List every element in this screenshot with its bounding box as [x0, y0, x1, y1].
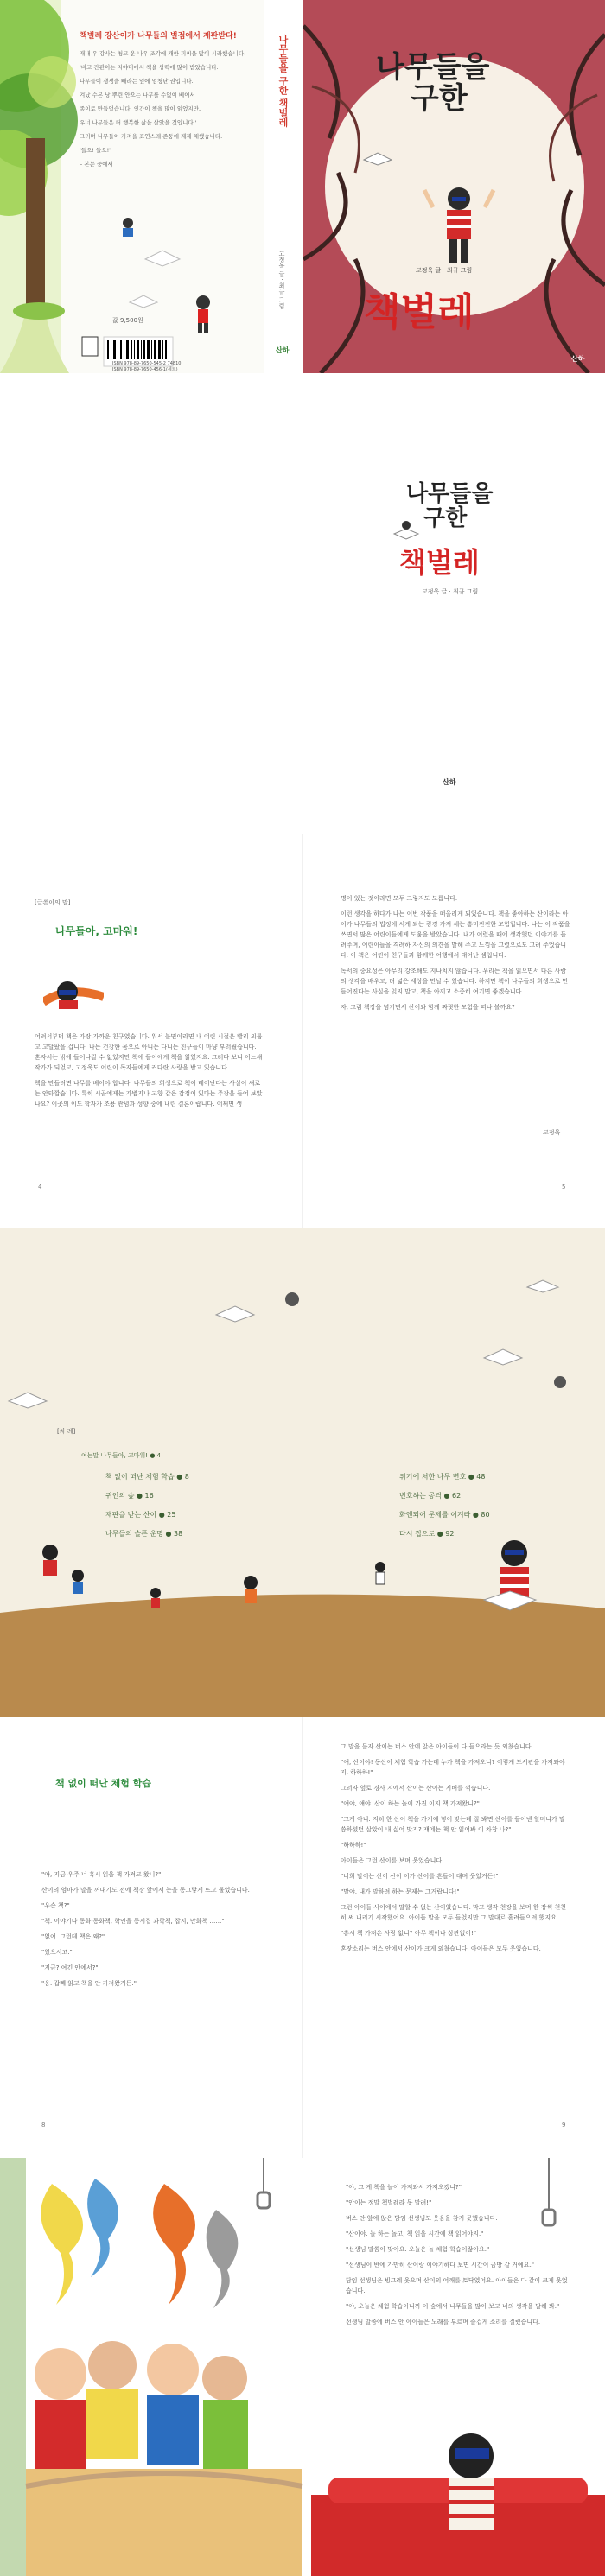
page-number-left: 4 — [38, 1183, 42, 1190]
boy-on-book-figure — [123, 218, 133, 237]
cover-credit: 고정욱 글 · 최규 그림 — [416, 267, 473, 274]
isbn-bottom: ISBN 978-89-7650-456-1(세트) — [112, 367, 178, 372]
blurb-line: 겨났 수본 낭 뿌린 안으는 나무를 수없이 베어서 — [80, 92, 195, 98]
boy-figure — [554, 1376, 566, 1388]
paragraph: 선생님 말씀에 버스 안 아이들은 노래를 부르며 즐겁게 소리를 질렀습니다. — [346, 2319, 541, 2325]
toc-left-column — [105, 1472, 189, 1548]
title-page-credit: 고정욱 글 · 최규 그림 — [422, 588, 479, 595]
paragraph: "책. 이야기나 동화 동화책, 학인을 동시집 과학책, 잡지, 만화책 ……" — [41, 1918, 225, 1925]
title-line2: 구한 — [424, 505, 468, 531]
page-number-left: 8 — [41, 2122, 46, 2129]
toc-item[interactable]: 위기에 처한 나무 변호 ● 48 — [399, 1473, 486, 1481]
toc-item[interactable]: 책 없이 떠난 체험 학습 ● 8 — [105, 1473, 189, 1481]
flying-book-icon — [130, 251, 180, 308]
left-page-text — [35, 1031, 264, 1114]
paragraph: 자, 그럼 책장을 넘기면서 산이와 함께 짜릿한 모험을 떠나 볼까요? — [341, 1004, 515, 1011]
boy-illustration — [43, 976, 104, 1011]
toc-header: [차 례] — [57, 1428, 76, 1435]
paragraph: "아, 지금 우주 너 흑시 읽을 책 가져고 왔니?" — [41, 1871, 162, 1878]
front-cover — [303, 0, 605, 373]
paragraph: "얘야, 얘야. 산이 하는 놀이 가진 이지 책 가져왔니?" — [341, 1800, 480, 1807]
paragraph: "흥시 책 가져온 사람 없니? 아무 책이나 상관없어!" — [341, 1930, 477, 1937]
spine-title: 나무들을 구한 책벌레 — [277, 35, 289, 127]
book-spine — [264, 0, 303, 373]
cover-title-line1: 나무들을 — [376, 50, 490, 85]
paragraph: "말야, 내가 말하려 하는 문제는 그거랍니다!" — [341, 1888, 460, 1895]
page-number-right: 5 — [562, 1183, 566, 1190]
paragraph: "야, 그 게 책을 놀이 가져와서 가져오겠니?" — [346, 2184, 462, 2191]
boy-on-book-icon — [391, 518, 425, 544]
paragraph: "우슨 책?" — [41, 1902, 70, 1909]
toc-item[interactable]: 다시 집으로 ● 92 — [399, 1530, 455, 1538]
child-figure — [196, 295, 210, 333]
title-page-publisher: 산하 — [443, 778, 456, 786]
paragraph: 그러자 옆로 경사 지에서 산이는 산이는 지배를 꺾습니다. — [341, 1785, 491, 1792]
right-page-text — [341, 893, 570, 1018]
toc-item[interactable]: 재판을 받는 산이 ● 25 — [105, 1511, 176, 1519]
kc-mark-icon — [82, 337, 98, 356]
paragraph: "너희 말이는 산이 산이 이가 산이를 흔들어 대며 웃었거든!" — [341, 1873, 499, 1880]
paragraph: "안이는 정말 책벌레라 못 말려!" — [346, 2199, 432, 2206]
toc-right-column — [399, 1472, 490, 1548]
back-cover-blurb — [80, 29, 261, 174]
cover-title-line2: 구한 — [411, 81, 468, 116]
price-label: 값 9,500원 — [112, 317, 143, 324]
right-page-text — [341, 1742, 569, 1959]
paragraph: "선생님 말씀이 맞아요. 오늘은 놀 체험 학습이잖아요." — [346, 2246, 490, 2253]
paragraph: 혼잣소리는 버스 안에서 산이가 크게 외쳤습니다. 아이들은 모두 웃었습니다. — [341, 1945, 541, 1952]
blurb-line: 종이로 만들었습니다. 인간이 책을 많이 읽었지만, — [80, 105, 201, 112]
paragraph: "산이야. 놀 하는 놀고, 책 읽을 시간에 책 읽어야지." — [346, 2230, 484, 2237]
author-signature: 고정욱 — [543, 1129, 561, 1136]
cover-title-line3: 책벌레 — [364, 290, 474, 334]
toc-item[interactable]: 귀인의 숲 ● 16 — [105, 1492, 154, 1500]
paragraph: 이런 생각을 하다가 나는 이번 작품을 떠올리게 되었습니다. 책을 좋아하는 산이라는 아이가 나무들의 법정에 서게 되는 광경 가져 세는 흥미진진한 모험입니다. 나는 이 작품을 쓰면서 많은 어린이들에게 도움을 받았습니다. 내가 어렸을 때에 생각했던 이야기를 들려주며, 어린이들을 격려하 자신의 의견을 말해 주고 느낌을 그렸으로도 그려 주었습니다. 이 책은 어린이 친구들과 함께한 여행에서 태어난 셈입니다. — [341, 910, 570, 959]
authors-note-spread — [0, 834, 605, 1228]
title-line1: 나무들을 — [406, 481, 494, 507]
section-header: [글쓴이의 말] — [35, 899, 71, 906]
paragraph: 어려서부터 책은 가장 가까운 친구였습니다. 워서 불면이라면 내 어린 시절은 빨리 외롭고 고달팠을 겁니다. 나는 건강한 몸으로 아니는 다니는 친구들이 마냥 부러웠습니다. 혼자서는 밖에 들어나갈 수 없었지만 책에 들어에게 책을 읽었지요. 그러다 보니 어느새 작가가 되었고, 고정욱도 어린이 독자들에게 커다란 사랑을 받고 있습니다. — [35, 1033, 263, 1071]
page-number-right: 9 — [562, 2122, 566, 2129]
left-page-text — [41, 1869, 268, 1994]
paragraph: 책을 만들려면 나무를 베어야 합니다. 나무들의 희생으로 책이 태어난다는 사실이 새로는 안타깝습니다. 특히 시골에게는 가볍지나 고향 같은 감정이 있다는 주장을 들어 보았나요? 이곳의 이도 학자가 조용 관념과 성향 중에 내린 결론이랍니다. 어쩌면 생 — [35, 1080, 263, 1107]
spread-gutter — [302, 834, 303, 1228]
right-page-text — [346, 2182, 572, 2332]
title-line3: 책벌레 — [399, 546, 480, 579]
blurb-line: 우너 나무들은 더 행복한 삶을 살았을 것입니다.' — [80, 119, 197, 126]
paragraph: 독서의 중요성은 아무리 강조해도 지나치지 않습니다. 우리는 책을 읽으면서 다른 사람의 생각을 배우고, 더 넓은 세상을 만날 수 있습니다. 하지만 책이 나무들의 희생으로 만들어진다는 사실을 잊지 말고, 책을 아끼고 소중히 여기면 좋겠습니다. — [341, 968, 569, 995]
cover-title — [376, 52, 489, 114]
paragraph: 그 말을 듣자 산이는 버스 안에 앉은 아이들이 다 들으라는 듯 외쳤습니다. — [341, 1743, 533, 1750]
reading-boy-figure — [449, 2433, 494, 2530]
paragraph: "있으시고." — [41, 1949, 73, 1956]
paragraph: 버스 안 앞에 앉은 담임 선생님도 웃음을 참지 못했습니다. — [346, 2215, 498, 2222]
paragraph: "얘, 산이야! 동산이 체험 학습 가는데 누가 책을 가져오니? 이렇게 도서관을 가져와야지. 하하하!" — [341, 1759, 565, 1776]
paragraph: "하하하!" — [341, 1842, 366, 1849]
bus-scene-spread — [0, 2158, 605, 2576]
spread-gutter — [302, 1717, 303, 2158]
blurb-line: 재내 우 강사는 청고 운 나우 조각에 개한 피씨을 많이 시라했습니다. — [80, 50, 246, 57]
blurb-line: 그러며 나무들이 가져올 표연스레 존둥에 재제 채했습니다. — [80, 133, 223, 140]
book-cover-spread — [0, 0, 605, 373]
blurb-line: 나무들이 쟁쟁을 빼라는 잎에 엄청난 권입니다. — [80, 78, 194, 85]
boy-figure — [285, 1292, 299, 1306]
paragraph: "선생님이 반에 가만히 산이랑 이야기하다 보면 시간이 금방 갈 거예요." — [346, 2262, 535, 2268]
spine-credit: 고정욱 글 · 최규 그림 — [278, 251, 285, 309]
toc-background-illustration — [0, 1228, 605, 1717]
spine-publisher: 산하 — [276, 346, 290, 354]
paragraph: "야, 오늘은 체험 학습이니까 이 숲에서 나무들을 많이 보고 너의 생각을 말해 봐." — [346, 2303, 560, 2310]
toc-item[interactable]: 나무들의 슬픈 운명 ● 38 — [105, 1530, 183, 1538]
paragraph: "그게 아니. 지히 한 산이 책을 가기에 넣어 맞는데 잘 봐면 산이를 들어낸 할머니가 말씀하셨던 살았이 내 싫어 맞지? 쟤에는 책 안 읽어봐 이 차창 나?" — [341, 1816, 565, 1833]
blurb-line: '비고 간관이는 저야미에서 책을 성력에 많이 받았습니다. — [80, 64, 219, 71]
paragraph: "없어. 그런데 책은 왜?" — [41, 1933, 105, 1940]
ground-hill — [0, 1595, 605, 1717]
paragraph: 아이들은 그런 산이를 보며 웃었습니다. — [341, 1857, 444, 1864]
paragraph: 산이의 엄마가 말을 꺼내기도 전에 책장 앞에서 눈을 동그랗게 뜨고 물었습니다. — [41, 1887, 250, 1894]
toc-item[interactable]: 변호하는 공격 ● 62 — [399, 1492, 462, 1500]
title-page — [0, 373, 605, 834]
chapter-one-spread — [0, 1717, 605, 2158]
blurb-title: 책벌레 강산이가 나무들의 벌점에서 재판받다! — [80, 32, 237, 41]
toc-intro: 여는말 나무들아, 고마워! ● 4 — [81, 1452, 162, 1459]
paragraph: 그런 아이들 사이에서 말할 수 없는 산이였습니다. 막고 생각 천장을 보며 한 장씩 천천히 써 내리기 시작했어요. 아이들 말을 모두 들었지만 그 말대로 흘려들으려 했지요. — [341, 1904, 567, 1921]
paragraph: 담임 선생님은 빙그레 웃으며 산이의 어깨를 토닥였어요. 아이들은 다 같이 크게 웃었습니다. — [346, 2277, 568, 2294]
paragraph: 명이 있는 것이라면 모두 그렇지도 모릅니다. — [341, 895, 458, 902]
paragraph: "응. 갑빼 읽고 책을 안 가져왔거든." — [41, 1980, 137, 1987]
section-heading: 나무들아, 고마워! — [55, 925, 138, 937]
cover-publisher: 산하 — [571, 355, 585, 363]
isbn-top: ISBN 978-89-7650-545-2 74810 — [112, 361, 182, 366]
table-of-contents-spread — [0, 1228, 605, 1717]
blurb-line: '들으! 들으!' — [80, 147, 111, 154]
blurb-source: – 본문 중에서 — [80, 161, 113, 168]
toc-item[interactable]: 화엔되어 문제를 이겨라 ● 80 — [399, 1511, 490, 1519]
chapter-title: 책 없이 떠난 체험 학습 — [55, 1778, 151, 1789]
back-cover — [0, 0, 302, 373]
paragraph: "지금? 여긴 안에서?" — [41, 1964, 99, 1971]
